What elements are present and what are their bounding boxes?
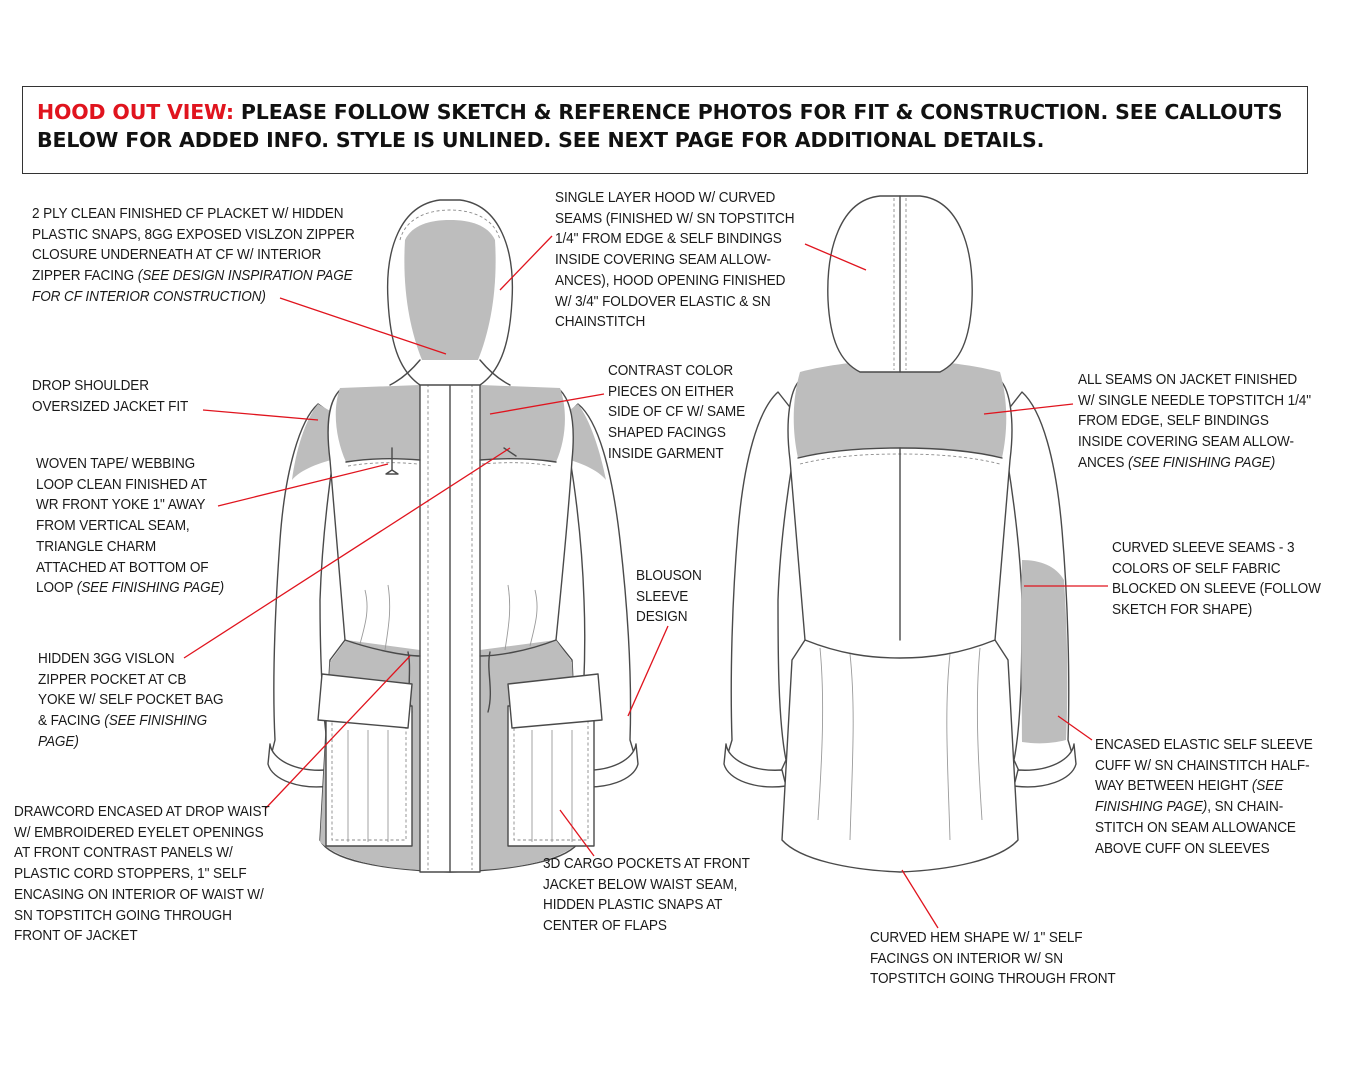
- leader-drop-shoulder: [203, 410, 318, 420]
- callout-all-seams: ALL SEAMS ON JACKET FINISHED W/ SINGLE NEEDLE TOPSTITCH 1/4" FROM EDGE, SELF BINDINGS INSIDE COVERING SEAM ALLOW- ANCES (SEE FINISHING PAGE): [1078, 372, 1311, 471]
- callout-drop-shoulder: DROP SHOULDER OVERSIZED JACKET FIT: [32, 378, 189, 415]
- callout-woven-tape: WOVEN TAPE/ WEBBING LOOP CLEAN FINISHED AT WR FRONT YOKE 1" AWAY FROM VERTICAL SEAM, TRIANGLE CHARM ATTACHED AT BOTTOM OF LOOP (SEE FINISHING PAGE): [36, 456, 225, 597]
- callout-hidden-zipper: HIDDEN 3GG VISLON ZIPPER POCKET AT CB YOKE W/ SELF POCKET BAG & FACING (SEE FINISHING PAGE): [38, 651, 224, 750]
- callout-drawcord: DRAWCORD ENCASED AT DROP WAIST W/ EMBROIDERED EYELET OPENINGS AT FRONT CONTRAST PANELS W/ PLASTIC CORD STOPPERS, 1" SELF ENCASING ON INTERIOR OF WAIST W/ SN TOPSTITCH GOING THROUGH FRONT OF JACKET: [14, 804, 270, 945]
- front-left-yoke: [336, 385, 420, 462]
- callout-encased-elastic: ENCASED ELASTIC SELF SLEEVE CUFF W/ SN CHAINSTITCH HALF- WAY BETWEEN HEIGHT (SEE FINISHING PAGE), SN CHAIN- STITCH ON SEAM ALLOWANCE ABOVE CUFF ON SLEEVES: [1095, 737, 1313, 857]
- callout-contrast-color: CONTRAST COLOR PIECES ON EITHER SIDE OF CF W/ SAME SHAPED FACINGS INSIDE GARMENT: [608, 363, 746, 462]
- front-hood-opening: [404, 220, 495, 360]
- callout-blouson: BLOUSON SLEEVE DESIGN: [636, 568, 702, 626]
- callout-cargo-pockets: 3D CARGO POCKETS AT FRONT JACKET BELOW WAIST SEAM, HIDDEN PLASTIC SNAPS AT CENTER OF FLAPS: [543, 856, 750, 935]
- front-right-pocket-flap: [508, 674, 602, 728]
- callout-curved-sleeve: CURVED SLEEVE SEAMS - 3 COLORS OF SELF FABRIC BLOCKED ON SLEEVE (FOLLOW SKETCH FOR SHAPE): [1112, 540, 1321, 619]
- header-body: PLEASE FOLLOW SKETCH & REFERENCE PHOTOS FOR FIT & CONSTRUCTION. SEE CALLOUTS BELOW FOR ADDED INFO. STYLE IS UNLINED. SEE NEXT PAGE FOR ADDITIONAL DETAILS.: [37, 100, 1283, 152]
- back-right-sleeve-gray: [1021, 560, 1067, 743]
- callout-curved-hem: CURVED HEM SHAPE W/ 1" SELF FACINGS ON INTERIOR W/ SN TOPSTITCH GOING THROUGH FRONT: [870, 930, 1116, 988]
- front-right-yoke: [480, 385, 565, 462]
- callout-cf-placket: 2 PLY CLEAN FINISHED CF PLACKET W/ HIDDEN PLASTIC SNAPS, 8GG EXPOSED VISLZON ZIPPER CLOSURE UNDERNEATH AT CF W/ INTERIOR ZIPPER FACING (SEE DESIGN INSPIRATION PAGE FOR CF INTERIOR CONSTRUCTION): [32, 206, 355, 305]
- leader-blouson: [628, 626, 668, 716]
- callout-hood: SINGLE LAYER HOOD W/ CURVED SEAMS (FINISHED W/ SN TOPSTITCH 1/4" FROM EDGE & SELF BINDINGS INSIDE COVERING SEAM ALLOW- ANCES), HOOD OPENING FINISHED W/ 3/4" FOLDOVER ELASTIC & SN CHAINSTITCH: [555, 190, 795, 331]
- front-left-pocket-flap: [318, 674, 412, 728]
- header-highlight: HOOD OUT VIEW:: [37, 100, 234, 124]
- back-yoke: [794, 360, 1007, 458]
- leader-curved-hem: [902, 870, 938, 928]
